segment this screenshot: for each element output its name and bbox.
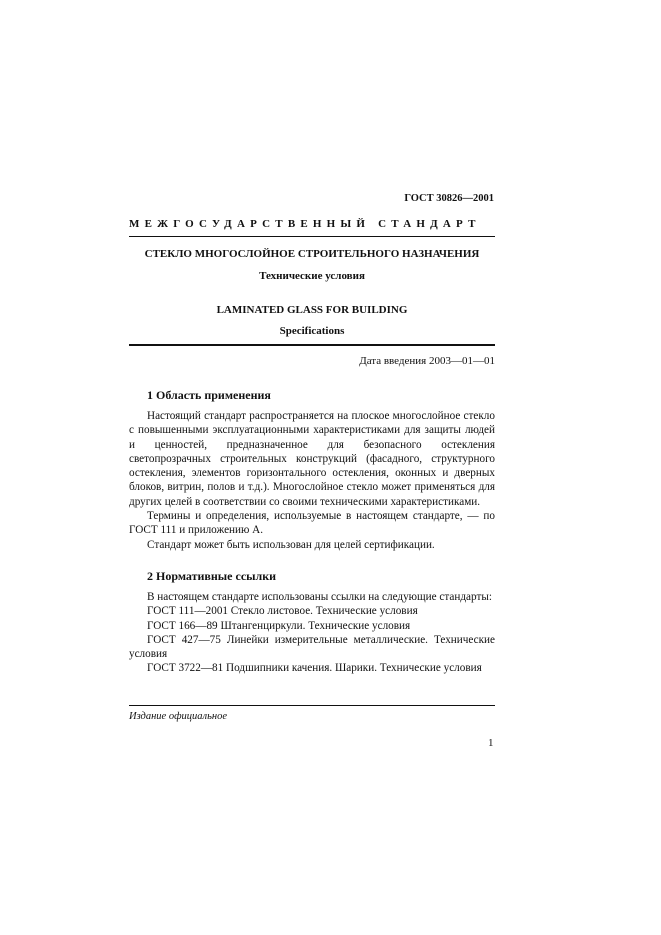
subtitle-russian: Технические условия: [259, 270, 365, 282]
section-1-paragraph-3: Стандарт может быть использован для целей сертификации.: [147, 538, 435, 551]
footer-rule: [129, 705, 495, 706]
banner-rule: [129, 236, 495, 237]
title-rule: [129, 344, 495, 346]
subtitle-english: Specifications: [279, 325, 345, 337]
page-number: 1: [488, 737, 494, 749]
section-2-intro: В настоящем стандарте использованы ссылки на следующие стандарты:: [147, 591, 492, 603]
standard-code: ГОСТ 30826—2001: [404, 193, 494, 204]
title-russian: СТЕКЛО МНОГОСЛОЙНОЕ СТРОИТЕЛЬНОГО НАЗНАЧЕНИЯ: [144, 248, 480, 260]
section-2-heading: 2 Нормативные ссылки: [147, 569, 277, 583]
section-1-paragraph-2: Термины и определения, используемые в настоящем стандарте, — по ГОСТ 111 и приложению А.: [129, 510, 495, 537]
section-2-body: [129, 590, 495, 676]
introduction-date: Дата введения 2003—01—01: [359, 355, 495, 367]
section-1-body: [129, 409, 495, 552]
standard-banner: МЕЖГОСУДАРСТВЕННЫЙ СТАНДАРТ: [129, 218, 481, 230]
reference-item: ГОСТ 166—89 Штангенциркули. Технические условия: [147, 619, 411, 632]
reference-item: ГОСТ 427—75 Линейки измерительные металлические. Технические условия: [129, 633, 495, 661]
reference-item: ГОСТ 111—2001 Стекло листовое. Технические условия: [147, 605, 418, 618]
reference-item: ГОСТ 3722—81 Подшипники качения. Шарики. Технические условия: [147, 662, 482, 675]
edition-note: Издание официальное: [129, 711, 228, 722]
section-1-heading: 1 Область применения: [147, 388, 271, 402]
section-1-paragraph-1: Настоящий стандарт распространяется на плоское многослойное стекло с повышенными эксплуатационными характеристиками для защиты людей и ценностей, предназначенное для безопасного остекления светопрозрачных строительных конструкций (фасадного, структурного остекления, элементов горизонтального остекления, оконных и дверных блоков, витрин, полов и т.д.). Многослойное стекло может применяться для других целей в соответствии со своими техническими характеристиками.: [129, 410, 495, 508]
title-english: LAMINATED GLASS FOR BUILDING: [216, 304, 408, 316]
